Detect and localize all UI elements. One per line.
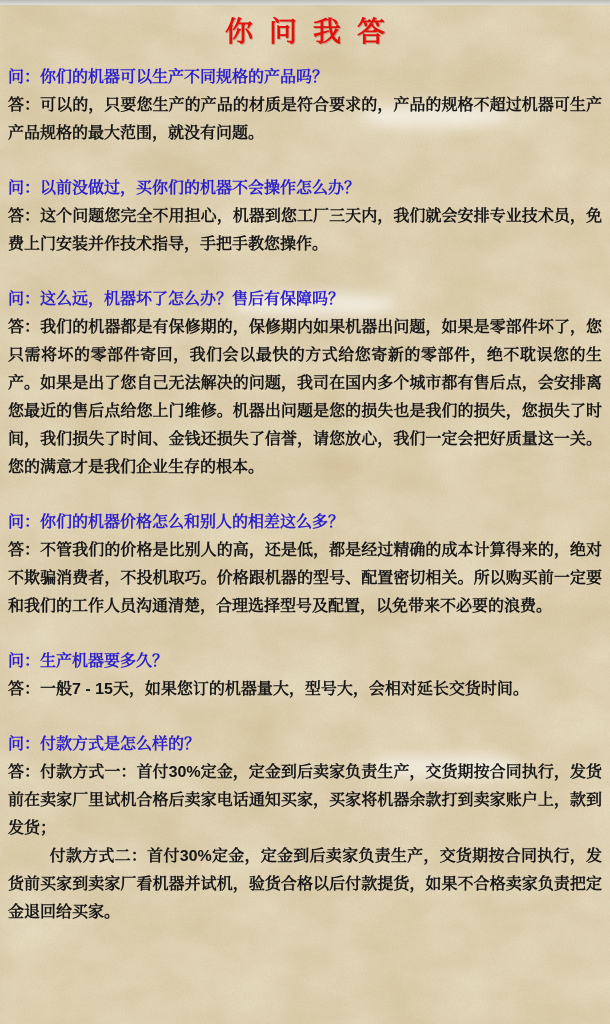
faq-question: 问：你们的机器价格怎么和别人的相差这么多？ [8,514,345,531]
faq-item [8,286,602,482]
faq-question: 问：你们的机器可以生产不同规格的产品吗？ [8,69,329,86]
faq-item [8,648,602,704]
faq-answer-continued: 付款方式二：首付30%定金，定金到后卖家负责生产，交货期按合同执行，发货前买家到卖家厂看机器并试机，验货合格以后付款提货，如果不合格卖家负责把定金退回给买家。 [8,848,602,921]
faq-question: 问：以前没做过，买你们的机器不会操作怎么办？ [8,180,361,197]
faq-item [8,64,602,148]
page-title: 你问我答 [224,15,401,48]
faq-answer: 答：不管我们的价格是比别人的高，还是低，都是经过精确的成本计算得来的，绝对不欺骗消费者，不投机取巧。价格跟机器的型号、配置密切相关。所以购买前一定要和我们的工作人员沟通清楚，合理选择型号及配置，以免带来不必要的浪费。 [8,542,602,615]
faq-answer: 答：付款方式一：首付30%定金，定金到后卖家负责生产，交货期按合同执行，发货前在卖家厂里试机合格后卖家电话通知买家，买家将机器余款打到卖家账户上，款到发货； [8,764,602,837]
faq-answer: 答：这个问题您完全不用担心，机器到您工厂三天内，我们就会安排专业技术员，免费上门安装并作技术指导，手把手教您操作。 [8,208,602,253]
faq-question: 问：付款方式是怎么样的？ [8,736,201,753]
faq-item [8,731,602,927]
faq-question: 问：这么远，机器坏了怎么办？售后有保障吗？ [8,291,345,308]
faq-item [8,175,602,259]
faq-item [8,509,602,621]
faq-answer: 答：可以的，只要您生产的产品的材质是符合要求的，产品的规格不超过机器可生产产品规格的最大范围，就没有问题。 [8,97,602,142]
faq-question: 问：生产机器要多久？ [8,653,169,670]
faq-answer: 答：一般7 - 15天，如果您订的机器量大，型号大，会相对延长交货时间。 [8,681,529,698]
faq-answer: 答：我们的机器都是有保修期的，保修期内如果机器出问题，如果是零部件坏了，您只需将坏的零部件寄回，我们会以最快的方式给您寄新的零部件，绝不耽误您的生产。如果是出了您自己无法解决的问题，我司在国内多个城市都有售后点，会安排离您最近的售后点给您上门维修。机器出问题是您的损失也是我们的损失，您损失了时间，我们损失了时间、金钱还损失了信誉，请您放心，我们一定会把好质量这一关。您的满意才是我们企业生存的根本。 [8,319,602,476]
